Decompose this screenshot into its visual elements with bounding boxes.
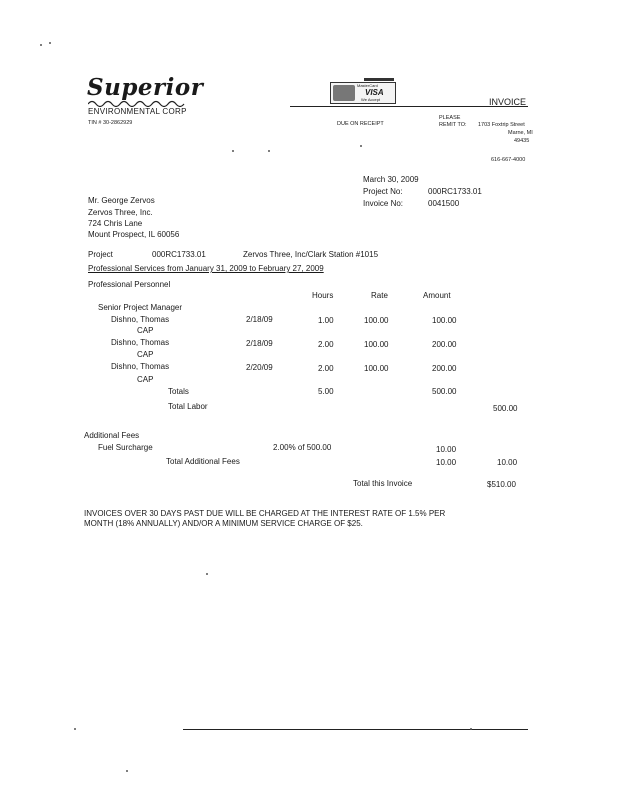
card-brand-visa: VISA [365,88,384,97]
card-logo-bar [364,78,394,81]
table-row-rate: 100.00 [364,364,389,373]
company-tin: TIN # 30-2862929 [88,120,133,126]
bill-to-city: Mount Prospect, IL 60056 [88,230,180,239]
table-row-hours: 2.00 [318,340,334,349]
services-heading: Professional Services from January 31, 2009 to February 27, 2009 [88,264,324,273]
scan-speck [268,150,270,152]
fees-total-label: Total Additional Fees [166,457,240,466]
late-fee-notice-line1: INVOICES OVER 30 DAYS PAST DUE WILL BE CHARGED AT THE INTEREST RATE OF 1.5% PER [84,509,446,518]
table-row-amount: 100.00 [432,316,457,325]
invoice-date: March 30, 2009 [363,175,419,184]
col-hours: Hours [312,291,334,300]
table-row-name: Dishno, Thomas [111,315,170,324]
company-logo-subtitle: ENVIRONMENTAL CORP [88,107,187,116]
personnel-heading: Professional Personnel [88,280,171,289]
totals-hours: 5.00 [318,387,334,396]
table-row-name: Dishno, Thomas [111,362,170,371]
remit-label-1: PLEASE [439,115,461,121]
totals-label: Totals [168,387,189,396]
bill-to-company: Zervos Three, Inc. [88,208,153,217]
bill-to-name: Mr. George Zervos [88,196,155,205]
credit-card-logos [330,82,396,104]
footer-rule [183,729,528,730]
invoice-total-label: Total this Invoice [353,479,413,488]
bill-to-street: 724 Chris Lane [88,219,143,228]
table-row-date: 2/18/09 [246,339,273,348]
col-amount: Amount [423,291,451,300]
table-row-rate: 100.00 [364,340,389,349]
company-logo-word: Superior [87,74,204,101]
fee-item: Fuel Surcharge [98,443,153,452]
invoice-total-value: $510.00 [487,480,516,489]
project-label: Project [88,250,113,259]
scan-speck [49,42,51,44]
project-number: 000RC1733.01 [152,250,206,259]
remit-city: Marne, MI [508,130,533,136]
scan-speck [126,770,128,772]
invoice-no-label: Invoice No: [363,199,404,208]
table-row-amount: 200.00 [432,340,457,349]
late-fee-notice-line2: MONTH (18% ANNUALLY) AND/OR A MINIMUM SERVICE CHARGE OF $25. [84,519,363,528]
fee-amount: 10.00 [436,445,457,454]
table-row-hours: 1.00 [318,316,334,325]
table-row-code: CAP [137,375,154,384]
invoice-title: INVOICE [489,97,527,107]
table-row-code: CAP [137,326,154,335]
project-name: Zervos Three, Inc/Clark Station #1015 [243,250,379,259]
role-label: Senior Project Manager [98,303,183,312]
scan-speck [470,728,472,730]
fees-heading: Additional Fees [84,431,140,440]
mastercard-icon [333,85,355,101]
card-brand-sub: We Accept [361,97,381,102]
project-no-label: Project No: [363,187,403,196]
total-labor-label: Total Labor [168,402,208,411]
col-rate: Rate [371,291,388,300]
scan-speck [206,573,208,575]
remit-label-2: REMIT TO: [439,122,467,128]
totals-amount: 500.00 [432,387,457,396]
remit-street: 1703 Foxtrip Street [478,122,525,128]
project-no-value: 000RC1733.01 [428,187,482,196]
fees-total-value: 10.00 [497,458,518,467]
table-row-amount: 200.00 [432,364,457,373]
fee-calc: 2.00% of 500.00 [273,443,332,452]
card-brand-top: MasterCard [357,83,378,88]
total-labor-value: 500.00 [493,404,518,413]
scan-speck [360,145,362,147]
invoice-no-value: 0041500 [428,199,460,208]
table-row-hours: 2.00 [318,364,334,373]
remit-zip: 49435 [514,138,530,144]
table-row-date: 2/18/09 [246,315,273,324]
table-row-code: CAP [137,350,154,359]
due-label: DUE ON RECEIPT [337,121,384,127]
scan-speck [232,150,234,152]
scan-speck [74,728,76,730]
logo-wave-graphic [88,99,186,107]
table-row-name: Dishno, Thomas [111,338,170,347]
remit-phone: 616-667-4000 [491,157,526,163]
scan-speck [40,44,42,46]
table-row-date: 2/20/09 [246,363,273,372]
table-row-rate: 100.00 [364,316,389,325]
fees-total-amount: 10.00 [436,458,457,467]
